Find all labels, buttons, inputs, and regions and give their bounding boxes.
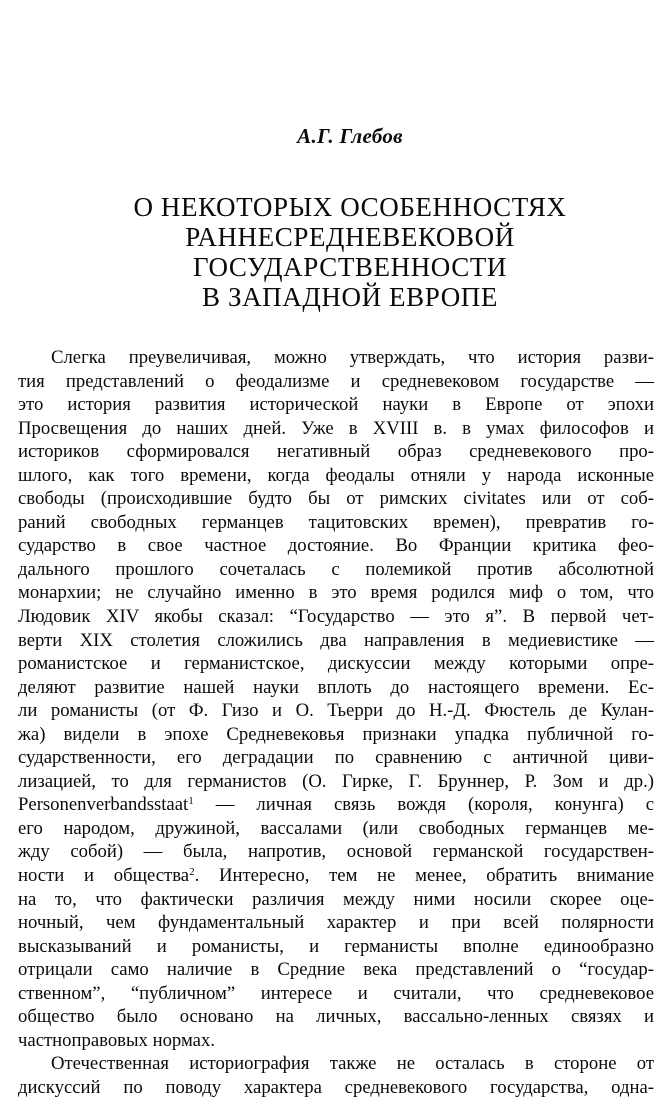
text-line: дального прошлого сочеталась с полемикой против абсолютной [18,558,654,580]
text-line: деляют развитие нашей науки вплоть до настоящего времени. Ес- [18,676,654,698]
text-line: ночный, чем фундаментальный характер и при всей полярности [18,912,654,934]
text-line: сударственности, его деградации по сравнению с античной циви- [18,747,654,769]
text-line: это история развития исторической науки в Европе от эпохи [18,394,654,416]
text-line: Отечественная историография также не осталась в стороне от [51,1053,654,1075]
text-segment: — личная связь вождя (короля, конунга) с [193,794,654,816]
text-line: историков сформировался негативный образ средневекового про- [18,441,654,463]
text-line: Просвещения до наших дней. Уже в XVIII в. в умах философов и [18,417,654,439]
text-line: ли романисты (от Ф. Гизо и О. Тьерри до Н.-Д. Фюстель де Кулан- [18,700,654,722]
text-line: лизацией, то для германистов (О. Гирке, Г. Бруннер, Р. Зом и др.) [18,770,654,792]
text-line: Людовик XIV якобы сказал: “Государство — это я”. В первой чет- [18,606,654,628]
text-line: на то, что фактически различия между ними носили скорее оце- [18,888,654,910]
text-line: романистское и германистское, дискуссии между которыми опре- [18,653,654,675]
text-line: дискуссий по поводу характера средневекового государства, одна- [18,1076,654,1098]
title-line: О НЕКОТОРЫХ ОСОБЕННОСТЯХ [133,192,567,222]
title-line: В ЗАПАДНОЙ ЕВРОПЕ [202,282,498,312]
text-line: сударство в свое частное достояние. Во Франции критика фео- [18,535,654,557]
text-line: верти XIX столетия сложились два направления в медиевистике — [18,629,654,651]
text-line: жа) видели в эпохе Средневековья признаки упадка публичной го- [18,723,654,745]
text-segment: Personenverbandsstaat [18,794,189,816]
text-line-with-footnote [18,793,654,817]
text-line: раний свободных германцев тацитовских времен), превратив го- [18,511,654,533]
text-line: высказываний и романисты, и германисты вполне единообразно [18,935,654,957]
text-line: частноправовых нормах. [18,1029,215,1051]
text-line-with-footnote [18,864,654,888]
text-line: его народом, дружиной, вассалами (или свободных германцев ме- [18,817,654,839]
text-line: шлого, как того времени, когда феодалы отняли у народа исконные [18,464,654,486]
text-line: ственном”, “публичном” интересе и считали, что средневековое [18,982,654,1004]
text-line: тия представлений о феодализме и средневековом государстве — [18,370,654,392]
text-line: монархии; не случайно именно в это время родился миф о том, что [18,582,654,604]
title-line: РАННЕСРЕДНЕВЕКОВОЙ [185,222,515,252]
article-title [40,192,660,312]
article-body [18,346,654,1100]
footnote-mark[interactable]: 2 [189,866,195,879]
text-line: жду собой) — была, напротив, основой германской государствен- [18,841,654,863]
text-line: свободы (происходившие будто бы от римских civitates или от соб- [18,488,654,510]
text-segment: . Интересно, тем не менее, обратить внимание [194,865,655,887]
author-name: А.Г. Глебов [297,124,403,148]
footnote-mark[interactable]: 1 [188,795,194,808]
text-segment: ности и общества [18,865,190,887]
text-line: общество было основано на личных, вассально-ленных связях и [18,1006,654,1028]
text-line: Слегка преувеличивая, можно утверждать, что история разви- [51,347,654,368]
text-line: отрицали само наличие в Средние века представлений о “государ- [18,959,654,981]
title-line: ГОСУДАРСТВЕННОСТИ [192,252,508,282]
